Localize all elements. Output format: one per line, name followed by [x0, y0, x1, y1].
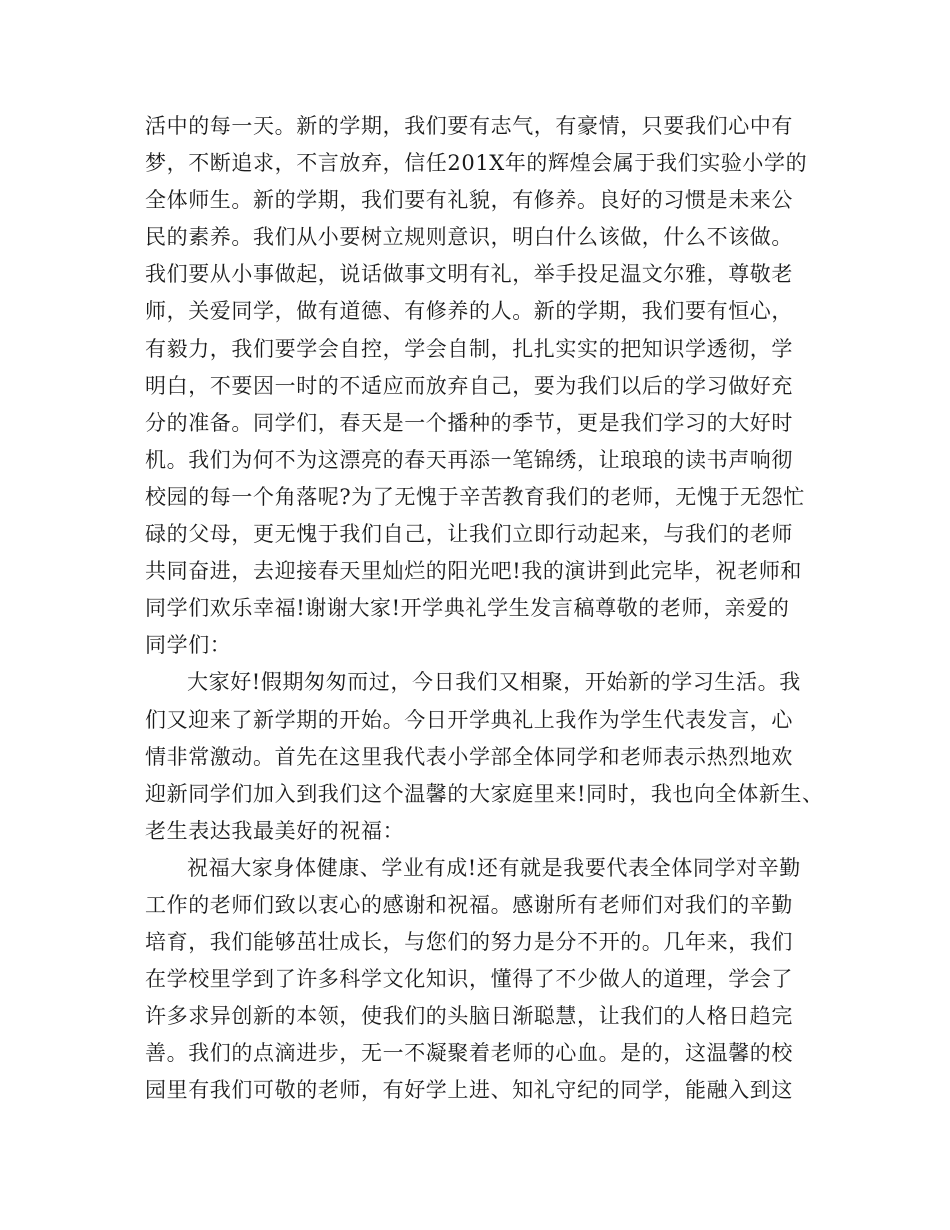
- text-line: 迎新同学们加入到我们这个温馨的大家庭里来!同时，我也向全体新生、: [145, 781, 824, 806]
- text-line: 同学们：: [145, 633, 232, 658]
- text-line: 碌的父母，更无愧于我们自己，让我们立即行动起来，与我们的老师: [145, 522, 793, 547]
- text-line: 机。我们为何不为这漂亮的春天再添一笔锦绣，让琅琅的读书声响彻: [145, 447, 793, 472]
- text-line: 祝福大家身体健康、学业有成!还有就是我要代表全体同学对辛勤: [187, 855, 801, 880]
- text-line: 分的准备。同学们，春天是一个播种的季节，更是我们学习的大好时: [145, 410, 793, 435]
- text-line: 全体师生。新的学期，我们要有礼貌，有修养。良好的习惯是未来公: [145, 188, 793, 213]
- text-line: 师，关爱同学，做有道德、有修养的人。新的学期，我们要有恒心，: [145, 299, 793, 324]
- text-line: 们又迎来了新学期的开始。今日开学典礼上我作为学生代表发言，心: [145, 707, 793, 732]
- text-line: 善。我们的点滴进步，无一不凝聚着老师的心血。是的，这温馨的校: [145, 1041, 793, 1066]
- text-line: 我们要从小事做起，说话做事文明有礼，举手投足温文尔雅，尊敬老: [145, 262, 793, 287]
- text-line: 工作的老师们致以衷心的感谢和祝福。感谢所有老师们对我们的辛勤: [145, 892, 793, 917]
- text-line: 在学校里学到了许多科学文化知识，懂得了不少做人的道理，学会了: [145, 967, 793, 992]
- text-line: 园里有我们可敬的老师，有好学上进、知礼守纪的同学，能融入到这: [145, 1078, 793, 1103]
- text-line: 培育，我们能够茁壮成长，与您们的努力是分不开的。几年来，我们: [145, 930, 793, 955]
- text-line: 大家好!假期匆匆而过，今日我们又相聚，开始新的学习生活。我: [187, 670, 801, 695]
- text-line: 有毅力，我们要学会自控，学会自制，扎扎实实的把知识学透彻，学: [145, 336, 793, 361]
- document-body: [145, 108, 825, 1110]
- text-line: 情非常激动。首先在这里我代表小学部全体同学和老师表示热烈地欢: [145, 744, 793, 769]
- text-line: 校园的每一个角落呢?为了无愧于辛苦教育我们的老师，无愧于无怨忙: [145, 484, 805, 509]
- text-line: 民的素养。我们从小要树立规则意识，明白什么该做，什么不该做。: [145, 225, 793, 250]
- text-line: 同学们欢乐幸福!谢谢大家!开学典礼学生发言稿尊敬的老师，亲爱的: [145, 596, 790, 621]
- text-line: 梦，不断追求，不言放弃，信任201X年的辉煌会属于我们实验小学的: [145, 151, 808, 176]
- text-line: 活中的每一天。新的学期，我们要有志气，有豪情，只要我们心中有: [145, 114, 793, 138]
- text-line: 明白，不要因一时的不适应而放弃自己，要为我们以后的学习做好充: [145, 373, 793, 398]
- text-line: 共同奋进，去迎接春天里灿烂的阳光吧!我的演讲到此完毕，祝老师和: [145, 559, 803, 584]
- text-line: 许多求异创新的本领，使我们的头脑日渐聪慧，让我们的人格日趋完: [145, 1004, 793, 1029]
- text-line: 老生表达我最美好的祝福：: [145, 818, 405, 843]
